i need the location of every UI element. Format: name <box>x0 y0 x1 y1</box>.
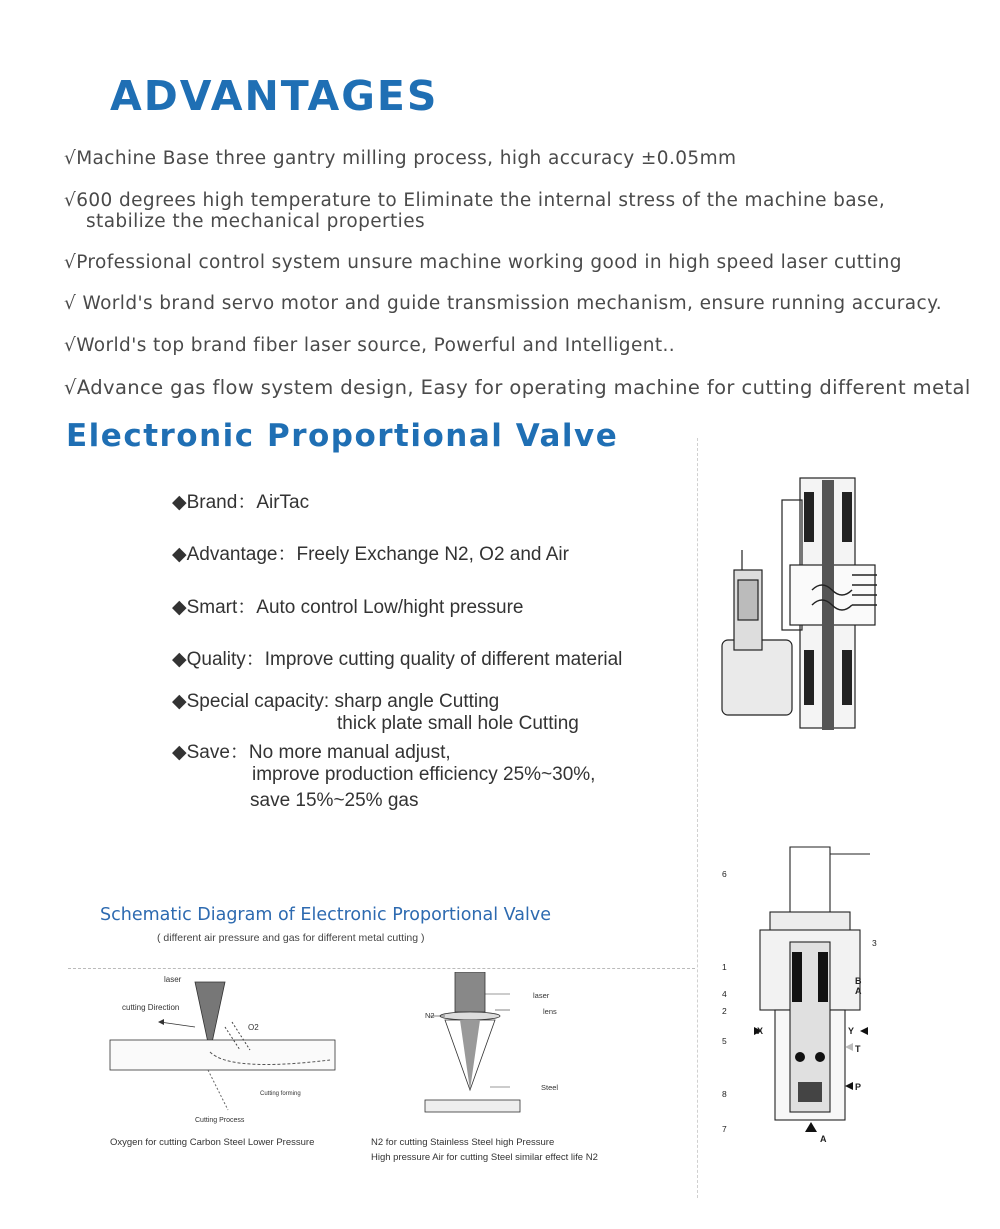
port-label-b: B <box>855 976 862 986</box>
left-o2-label: O2 <box>248 1023 259 1032</box>
port-label-t: T <box>855 1044 861 1054</box>
port-label-a-upper: A <box>855 986 862 996</box>
valve-label-8: 8 <box>722 1089 727 1099</box>
oxygen-cutting-diagram <box>100 972 345 1132</box>
advantage-item-1: √Machine Base three gantry milling process, high accuracy ±0.05mm <box>64 148 737 169</box>
port-label-a-lower: A <box>820 1134 827 1144</box>
feature-save <box>172 737 595 812</box>
advantage-item-2 <box>64 190 885 232</box>
feature-advantage: ◆Advantage：Freely Exchange N2, O2 and Air <box>172 544 569 565</box>
nitrogen-cutting-diagram <box>395 972 595 1122</box>
left-forming-label: Cutting forming <box>260 1091 301 1097</box>
right-steel-label: Steel <box>541 1083 559 1092</box>
valve-detail-drawing <box>720 842 900 1152</box>
advantage-item-6: √Advance gas flow system design, Easy for operating machine for cutting different metal <box>64 376 971 399</box>
advantages-title: ADVANTAGES <box>110 72 439 120</box>
valve-label-3: 3 <box>872 938 877 948</box>
advantage-item-5: √World's top brand fiber laser source, Powerful and Intelligent.. <box>64 335 676 356</box>
left-process-label: Cutting Process <box>195 1117 245 1124</box>
port-label-y: Y <box>848 1026 855 1036</box>
valve-label-6: 6 <box>722 869 727 879</box>
valve-label-1: 1 <box>722 962 727 972</box>
feature-smart: ◆Smart：Auto control Low/hight pressure <box>172 597 524 618</box>
schematic-divider <box>68 968 695 969</box>
valve-label-5: 5 <box>722 1036 727 1046</box>
feature-quality: ◆Quality：Improve cutting quality of different material <box>172 649 623 670</box>
feature-brand: ◆Brand：AirTac <box>172 492 310 513</box>
schematic-title: Schematic Diagram of Electronic Proportional Valve <box>100 905 551 925</box>
right-n2-label: N2 <box>425 1011 435 1020</box>
right-caption-2: High pressure Air for cutting Steel similar effect life N2 <box>371 1152 598 1163</box>
feature-special <box>172 690 579 735</box>
right-caption-1: N2 for cutting Stainless Steel high Pressure <box>371 1137 555 1148</box>
valve-label-2: 2 <box>722 1006 727 1016</box>
advantage-item-2-line1: √600 degrees high temperature to Eliminate the internal stress of the machine base, <box>64 190 886 211</box>
valve-label-4: 4 <box>722 989 727 999</box>
advantage-item-3: √Professional control system unsure machine working good in high speed laser cutting <box>64 252 902 273</box>
valve-title: Electronic Proportional Valve <box>66 418 619 454</box>
feature-special-line1: ◆Special capacity: sharp angle Cutting <box>172 691 500 712</box>
feature-save-line1: ◆Save：No more manual adjust, <box>172 742 451 763</box>
vertical-divider <box>697 438 698 1198</box>
valve-label-7: 7 <box>722 1124 727 1134</box>
left-caption: Oxygen for cutting Carbon Steel Lower Pressure <box>110 1137 315 1148</box>
feature-save-line2: improve production efficiency 25%~30%, <box>252 764 596 785</box>
feature-special-line2: thick plate small hole Cutting <box>337 713 579 734</box>
right-laser-label: laser <box>533 991 550 1000</box>
advantage-item-4: √ World's brand servo motor and guide transmission mechanism, ensure running accuracy. <box>64 293 943 314</box>
schematic-subtitle: ( different air pressure and gas for different metal cutting ) <box>157 932 425 944</box>
valve-cross-section-drawing <box>712 470 892 740</box>
port-label-x: X <box>757 1026 764 1036</box>
left-direction-label: cutting Direction <box>122 1003 180 1012</box>
port-label-p: P <box>855 1082 862 1092</box>
feature-save-line3: save 15%~25% gas <box>250 790 419 811</box>
advantage-item-2-line2: stabilize the mechanical properties <box>86 211 426 232</box>
left-laser-label: laser <box>164 975 182 984</box>
right-lens-label: lens <box>543 1007 557 1016</box>
